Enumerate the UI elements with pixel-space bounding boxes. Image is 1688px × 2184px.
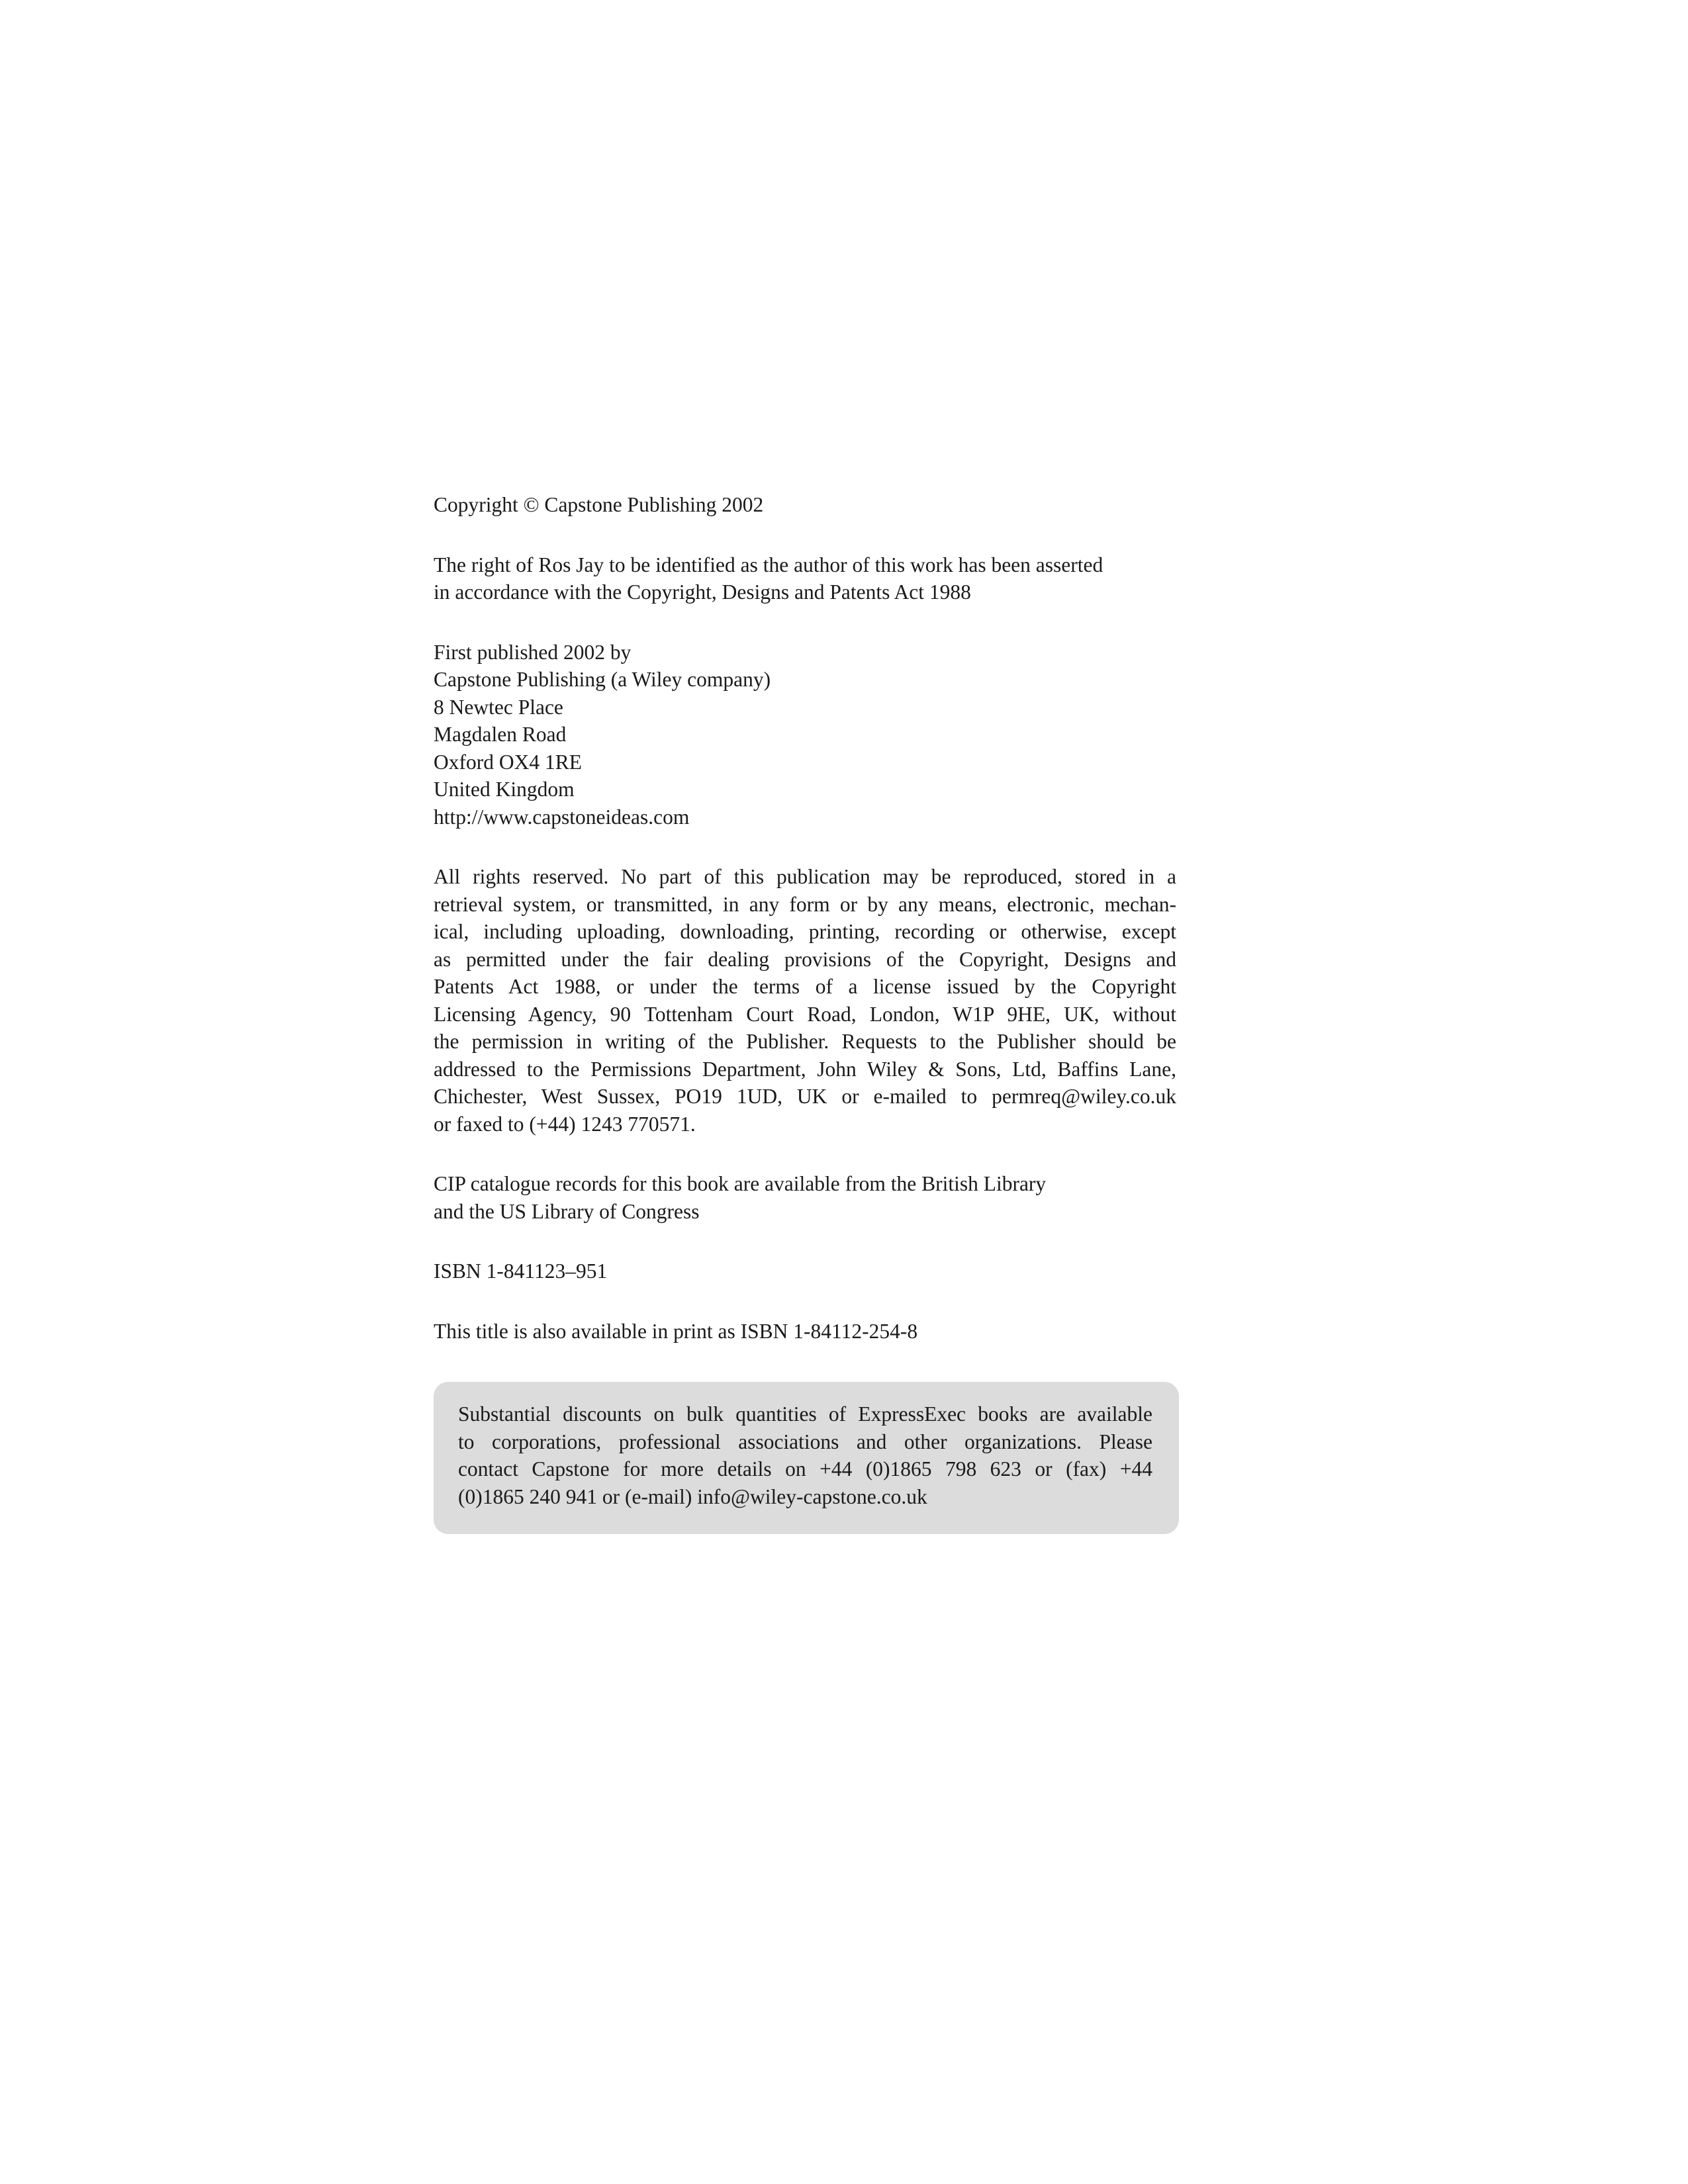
cip-notice [434,1170,1176,1225]
cip-line: and the US Library of Congress [434,1199,700,1223]
rights-assertion [434,551,1176,606]
copyright-page [434,491,1176,1345]
discount-notice-line: (0)1865 240 941 or (e-mail) info@wiley-capstone.co.uk [458,1484,927,1508]
publisher-website: http://www.capstoneideas.com [434,805,690,829]
rights-assertion-line: The right of Ros Jay to be identified as the author of this work has been asserted [434,553,1103,576]
discount-notice-box [434,1382,1179,1534]
discount-notice-line: Substantial discounts on bulk quantities of ExpressExec books are available [458,1402,1152,1426]
rights-reserved-line: the permission in writing of the Publisher. Requests to the Publisher should be [434,1030,1176,1053]
publisher-line: Oxford OX4 1RE [434,750,582,774]
copyright-notice [434,491,1176,519]
rights-reserved-line: ical, including uploading, downloading, printing, recording or otherwise, except [434,920,1176,943]
publisher-line: Magdalen Road [434,723,567,746]
rights-reserved-line: as permitted under the fair dealing provisions of the Copyright, Designs and [434,947,1176,971]
discount-notice-line: contact Capstone for more details on +44 (0)1865 798 623 or (fax) +44 [458,1457,1152,1480]
rights-reserved-line: All rights reserved. No part of this publication may be reproduced, stored in a [434,865,1176,888]
rights-assertion-line: in accordance with the Copyright, Designs and Patents Act 1988 [434,580,971,604]
rights-reserved-paragraph [434,863,1176,1138]
isbn [434,1257,1176,1285]
publisher-line: 8 Newtec Place [434,695,563,719]
rights-reserved-line: Licensing Agency, 90 Tottenham Court Road, London, W1P 9HE, UK, without [434,1002,1176,1026]
publisher-address [434,639,1176,831]
copyright-line: Copyright © Capstone Publishing 2002 [434,493,764,516]
publisher-line: Capstone Publishing (a Wiley company) [434,668,771,691]
rights-reserved-line: addressed to the Permissions Department, John Wiley & Sons, Ltd, Baffins Lane, [434,1057,1176,1081]
rights-reserved-line: Chichester, West Sussex, PO19 1UD, UK or e-mailed to permreq@wiley.co.uk [434,1085,1176,1108]
cip-line: CIP catalogue records for this book are available from the British Library [434,1172,1047,1195]
isbn-line: ISBN 1-841123–951 [434,1259,608,1283]
rights-reserved-line: retrieval system, or transmitted, in any form or by any means, electronic, mechan- [434,892,1176,916]
rights-reserved-line: Patents Act 1988, or under the terms of a license issued by the Copyright [434,975,1176,998]
publisher-line: United Kingdom [434,778,575,801]
publisher-line: First published 2002 by [434,640,632,664]
discount-notice-line: to corporations, professional associations and other organizations. Please [458,1430,1152,1453]
print-isbn [434,1318,1176,1345]
rights-reserved-line: or faxed to (+44) 1243 770571. [434,1112,696,1136]
print-isbn-line: This title is also available in print as ISBN 1-84112-254-8 [434,1319,918,1343]
